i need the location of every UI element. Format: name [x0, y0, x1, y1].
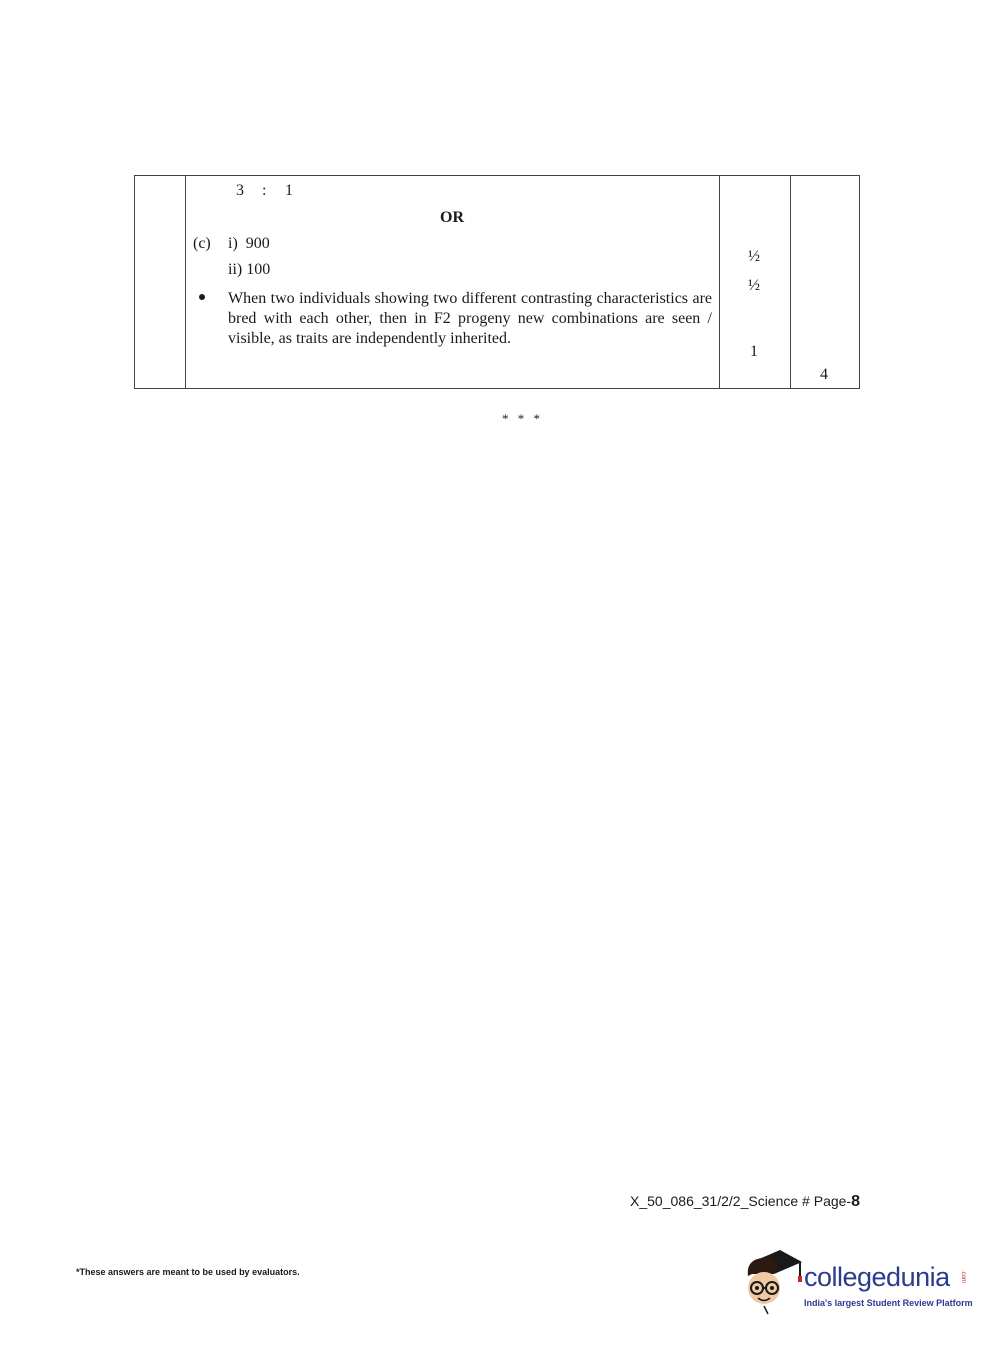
answer-item-2: ii) 100 — [228, 261, 271, 278]
marking-scheme-table — [134, 175, 860, 389]
mark-item-2: ½ — [748, 277, 760, 294]
mark-bullet: 1 — [750, 343, 758, 360]
part-label: (c) — [193, 235, 211, 252]
ratio-separator: : — [262, 182, 267, 199]
bullet-point — [199, 294, 205, 300]
column-divider — [185, 176, 186, 388]
end-marker: * * * — [502, 411, 543, 426]
total-marks: 4 — [820, 366, 828, 383]
answer-item-1: i) 900 — [228, 235, 270, 252]
page-code: X_50_086_31/2/2_Science # Page- — [630, 1193, 852, 1209]
evaluator-note: *These answers are meant to be used by evaluators. — [76, 1267, 300, 1277]
logo-name: collegedunia — [804, 1262, 950, 1292]
ratio-left: 3 — [236, 182, 244, 199]
column-divider — [790, 176, 791, 388]
or-label: OR — [440, 209, 464, 226]
ratio-right: 1 — [285, 182, 293, 199]
bullet-answer-text: When two individuals showing two different contrasting characteristics are bred with each other, then in F2 progeny new combinations are seen / visible, as traits are independently inherited. — [228, 290, 712, 347]
page-footer — [630, 1193, 860, 1211]
column-divider — [719, 176, 720, 388]
logo-tagline: India's largest Student Review Platform — [804, 1298, 973, 1308]
collegedunia-logo — [742, 1248, 972, 1320]
page-number: 8 — [851, 1193, 860, 1210]
logo-dotcom: .com — [960, 1270, 966, 1284]
mark-item-1: ½ — [748, 248, 760, 265]
mascot-icon — [742, 1248, 806, 1320]
